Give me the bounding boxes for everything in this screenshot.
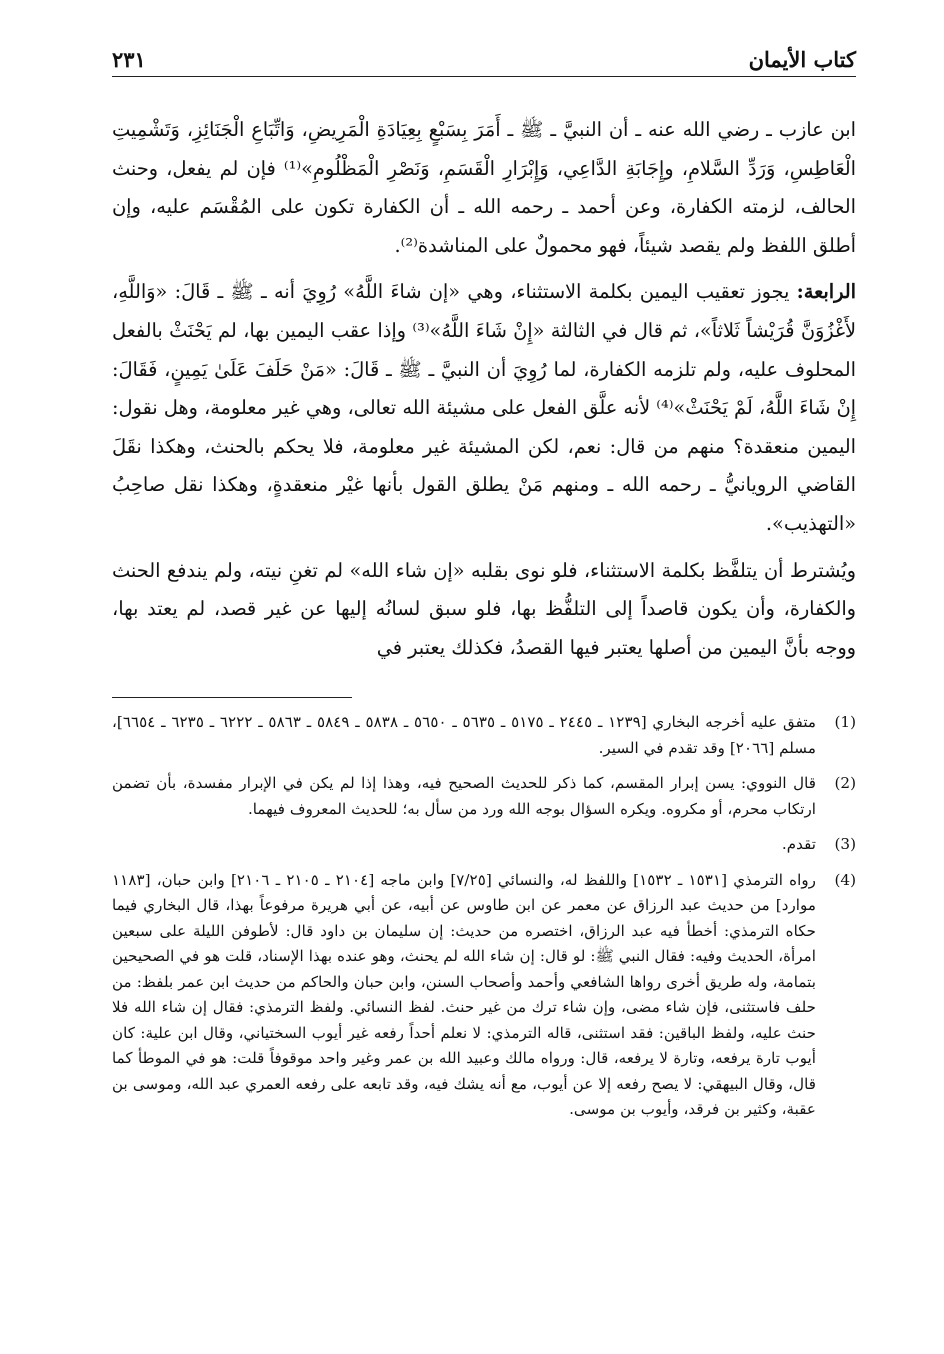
running-header (112, 28, 856, 77)
footnote-number: ( 3 ) (816, 832, 856, 858)
section-lead: الرابعة: (796, 280, 856, 304)
paragraph-3: ويُشترط أن يتلفَّظ بكلمة الاستثناء، فلو نوى بقلبه «إن شاء الله» لم تغنِ نيته، ولم يندفع الحنث والكفارة، وأن يكون قاصداً إلى التلفُّظ بها، فلو سبق لسانُه إليها عن غير قصد، لم يعتد بها، ووجه بأنَّ اليمين من أصلها يعتبر فيها القصدُ، فكذلك يعتبر في (112, 558, 856, 659)
footnote-number: ( 4 ) (816, 868, 856, 1123)
footnote-number: ( 2 ) (816, 771, 856, 822)
footnote-text: متفق عليه أخرجه البخاري [١٢٣٩ ـ ٢٤٤٥ ـ ٥١٧٥ ـ ٥٦٣٥ ـ ٥٦٥٠ ـ ٥٨٣٨ ـ ٥٨٤٩ ـ ٥٨٦٣ ـ ٦٢٢٢ ـ ٦٢٣٥ ـ ٦٦٥٤]، مسلم [٢٠٦٦] وقد تقدم في السير. (112, 713, 817, 757)
main-text (112, 111, 856, 667)
chapter-title: كتاب الأيمان (748, 47, 856, 72)
footnote-number: ( 1 ) (816, 710, 856, 761)
footnote-divider (112, 697, 352, 698)
page-number: ٢٣١ (112, 47, 146, 72)
footnote (112, 832, 856, 858)
paragraph-2 (112, 273, 856, 543)
paragraph-2-text: يجوز تعقيب اليمين بكلمة الاستثناء، وهي «إن شاءَ اللَّهُ» رُوِيَ أنه ـ ﷺ ـ قَالَ: «وَاللَّهِ، لأَغْزُوَنَّ قُرَيْشاً ثَلاثاً»، ثم قال في الثالثة «إِنْ شَاءَ اللَّهُ»⁽³⁾ وإذا عقب اليمين بها، لم يَحْنَثْ بالفعل المحلوف عليه، ولم تلزمه الكفارة، لما رُوِيَ أن النبيَّ ـ ﷺ ـ قَالَ: «مَنْ حَلَفَ عَلَىٰ يَمِينٍ، فَقَالَ: إِنْ شَاءَ اللَّهُ، لَمْ يَحْنَثْ»⁽⁴⁾ لأنه علَّق الفعل على مشيئة الله تعالى، وهي غير معلومة، وهل نقول: اليمين منعقدة؟ منهم من قال: نعم، لكن المشيئة غير معلومة، فلا يحكم بالحنث، وهكذا نقَلَ القاضي الرويانيُّ ـ رحمه الله ـ ومنهم مَنْ يطلق القول بأنها غيْر منعقدةٍ، وهكذا نقل صاحِبُ «التهذيب». (112, 280, 857, 535)
footnote (112, 710, 856, 761)
footnote-text: تقدم. (781, 835, 816, 854)
book-page (112, 28, 856, 1334)
paragraph-1: ابن عازب ـ رضي الله عنه ـ أن النبيَّ ـ ﷺ ـ أَمَرَ بِسَبْعٍ بِعِيَادَةِ الْمَرِيضِ، وَاتِّبَاعِ الْجَنَائِزِ، وَتَشْمِيتِ الْعَاطِسِ، وَرَدِّ السَّلامِ، وإِجَابَةِ الدَّاعِي، وَإِبْرَارِ الْقَسَمِ، وَنَصْرِ الْمَظْلُومِ»⁽¹⁾ فإن لم يفعل، وحنث الحالف، لزمته الكفارة، وعن أحمد ـ رحمه الله ـ أن الكفارة تكون على المُقْسَم عليه، وإن أطلق اللفظ ولم يقصد شيئاً، فهو محمولٌ على المناشدة⁽²⁾. (112, 118, 856, 257)
footnotes (112, 710, 856, 1123)
footnote-text: رواه الترمذي [١٥٣١ ـ ١٥٣٢] واللفظ له، والنسائي [٧/٢٥] وابن ماجه [٢١٠٤ ـ ٢١٠٥ ـ ٢١٠٦] وابن حبان، [١١٨٣ موارد] من حديث عبد الرزاق عن معمر عن ابن طاوس عن أبيه، عن أبي هريرة مرفوعاً بهذا، قال البخاري فيما حكاه الترمذي: أخطأ فيه عبد الرزاق، اختصره من حديث: إن سليمان بن داود قال: لأطوفن الليلة على سبعين امرأة، الحديث وفيه: فقال النبي ﷺ: لو قال: إن شاء الله لم يحنث، وهو عنده بهذا الإسناد، قلت هو في الصحيحين بتمامة، وله طريق أخرى رواها الشافعي وأحمد وأصحاب السنن، وابن حبان والحاكم من حديث ابن عمر بلفظ: من حلف فاستثنى، فإن شاء مضى، وإن شاء ترك من غير حنث. لفظ النسائي. ولفظ الترمذي: فقال إن شاء الله فلا حنث عليه، ولفظ الباقين: فقد استثنى، قاله الترمذي: لا نعلم أحداً رفعه غير أيوب السختياني، وقال ابن علية: كان أيوب تارة يرفعه، وتارة لا يرفعه، قال: ورواه مالك وعبيد الله بن عمر وغير واحد موقوفاً قلت: هو في الموطأ كما قال، وقال البيهقي: لا يصح رفعه إلا عن أيوب، مع أنه يشك فيه، وقد تابعه على رفعه العمري عبد الله، وموسى بن عقبة، وكثير بن فرقد، وأيوب بن موسى. (112, 870, 816, 1119)
footnote (112, 771, 856, 822)
footnote-text: قال النووي: يسن إبرار المقسم، كما ذكر للحديث الصحيح فيه، وهذا إذا لم يكن في الإبرار مفسدة، بأن تضمن ارتكاب محرم، أو مكروه. ويكره السؤال بوجه الله ورد من سأل به؛ للحديث المعروف فيهما. (112, 774, 816, 818)
footnote (112, 868, 856, 1123)
